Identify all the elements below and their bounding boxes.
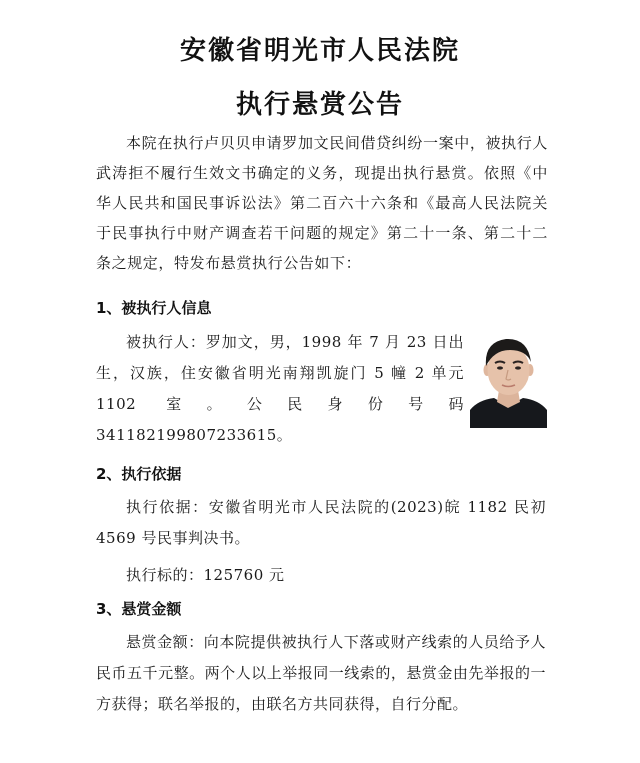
section-heading-debtor-info: 1、被执行人信息 (96, 299, 212, 317)
debtor-info-text: 被执行人：罗加文，男，1998 年 7 月 23 日出生，汉族，住安徽省明光南翔凯旋门 5 幢 2 单元 1102 室。公民身份号码 341182199807233615。 (96, 333, 464, 444)
debtor-portrait-image (470, 330, 547, 428)
enforcement-target-text: 执行标的：125760 元 (126, 566, 285, 584)
section-heading-enforcement-basis: 2、执行依据 (96, 465, 182, 483)
court-name-title: 安徽省明光市人民法院 (179, 36, 460, 66)
section-heading-reward-amount: 3、悬赏金额 (96, 600, 182, 618)
reward-amount-text: 悬赏金额：向本院提供被执行人下落或财产线索的人员给予人民币五千元整。两个人以上举报同一线索的，悬赏金由先举报的一方获得；联名举报的，由联名方共同获得，自行分配。 (96, 633, 546, 713)
notice-title: 执行悬赏公告 (235, 90, 404, 120)
intro-paragraph: 本院在执行卢贝贝申请罗加文民间借贷纠纷一案中，被执行人武涛拒不履行生效文书确定的义务，现提出执行悬赏。依照《中华人民共和国民事诉讼法》第二百六十六条和《最高人民法院关于民事执行中财产调查若干问题的规定》第二十一条、第二十二条之规定，特发布悬赏执行公告如下： (96, 134, 548, 272)
enforcement-basis-text: 执行依据：安徽省明光市人民法院的(2023)皖 1182 民初 4569 号民事判决书。 (96, 498, 546, 547)
debtor-photo (470, 330, 547, 428)
